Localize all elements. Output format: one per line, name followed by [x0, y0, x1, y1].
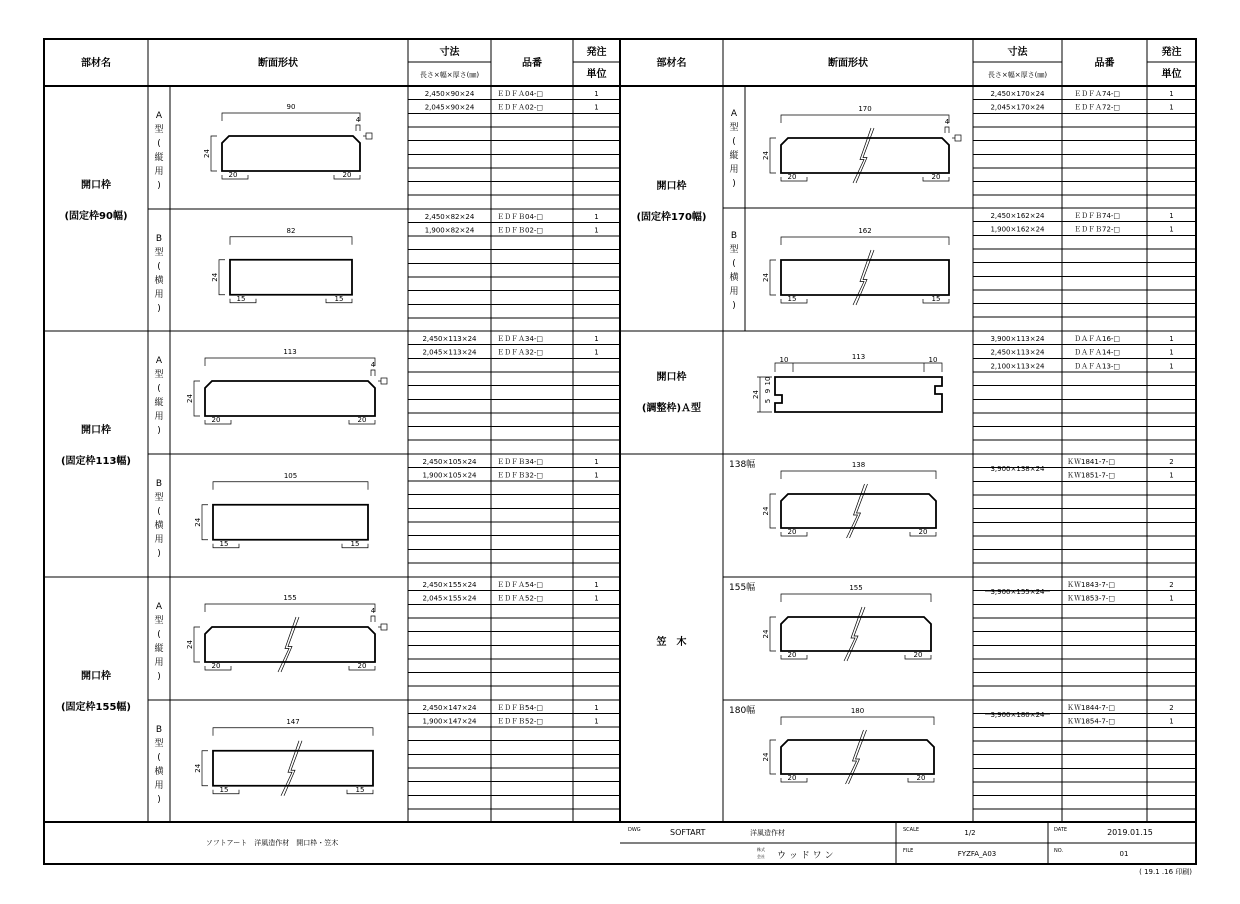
thickness-dimension: 24	[194, 517, 202, 527]
dimension-value: 2,450×155×24	[422, 581, 477, 589]
order-unit: 1	[594, 717, 599, 726]
dimension-line	[194, 381, 200, 416]
type-label-char: (	[732, 137, 736, 147]
type-label-char: A	[155, 602, 163, 612]
order-unit: 1	[1169, 717, 1174, 726]
thickness-dimension: 24	[762, 506, 770, 516]
dimension-value: 1,900×147×24	[422, 717, 477, 726]
part-number: ＫＷ1844-7-□	[1067, 704, 1115, 712]
type-label-char: A	[155, 111, 163, 121]
edge-dimension: 20	[357, 662, 367, 670]
part-number: ＥＤＦＢ72-□	[1074, 225, 1121, 234]
part-number: ＤＡＦＡ16-□	[1074, 335, 1121, 343]
type-label-char: )	[157, 303, 161, 314]
scale-value: 1/2	[964, 829, 976, 837]
member-name: 開口枠	[81, 425, 111, 436]
dimension-value: 2,450×113×24	[422, 335, 477, 343]
member-name: 開口枠	[81, 180, 111, 191]
dimension-value: 2,045×113×24	[422, 348, 477, 357]
lip-dimension: 10	[779, 356, 789, 364]
order-unit: 1	[594, 457, 599, 466]
thickness-dimension: 24	[762, 629, 770, 639]
edge-dimension: 20	[787, 774, 797, 782]
type-label-char: (	[157, 384, 161, 394]
company-prefix: 会社	[757, 854, 765, 859]
break-symbol	[278, 617, 296, 672]
dimension-line	[781, 115, 949, 123]
profile-outline	[213, 751, 373, 786]
order-unit: 1	[1169, 471, 1174, 480]
type-label-char: B	[155, 478, 163, 489]
dimension-line	[770, 740, 776, 774]
profile-outline	[781, 138, 949, 173]
type-label-char: )	[732, 179, 736, 189]
type-label-char: 型	[154, 738, 164, 749]
thickness-dimension: 24	[194, 763, 202, 773]
part-number: ＥＤＦＡ54-□	[497, 581, 544, 589]
member-name: (固定枠170幅)	[636, 212, 707, 223]
dimension-line	[371, 616, 375, 622]
dimension-value: 1,900×162×24	[990, 225, 1045, 234]
dimension-line	[222, 113, 360, 121]
order-unit: 2	[1169, 704, 1174, 712]
date-label: DATE	[1054, 827, 1068, 833]
type-label-char: 縦	[154, 153, 164, 163]
part-number: ＫＷ1841-7-□	[1067, 458, 1115, 466]
type-label-char: 横	[154, 275, 164, 286]
order-unit: 1	[594, 226, 599, 235]
type-label-char: B	[730, 231, 738, 241]
kasagi-width-title: 155幅	[729, 583, 756, 593]
part-number: ＫＷ1851-7-□	[1067, 471, 1115, 480]
type-label-char: 型	[154, 492, 164, 503]
dimension-value: 2,045×170×24	[990, 103, 1045, 112]
kasagi-width-title: 180幅	[729, 706, 756, 716]
width-dimension: 155	[283, 594, 297, 602]
dimension-line	[356, 125, 360, 131]
dimension-value: 2,450×147×24	[422, 703, 477, 712]
dimension-value: 1,900×82×24	[424, 226, 475, 235]
edge-dimension: 20	[211, 662, 221, 670]
edge-dimension: 15	[931, 295, 941, 303]
dimension-value: 2,450×170×24	[990, 90, 1045, 98]
no-value: 01	[1119, 850, 1129, 858]
break-symbol	[284, 741, 302, 796]
header-member-name: 部材名	[656, 58, 687, 69]
edge-dimension: 15	[236, 294, 246, 303]
order-unit: 1	[594, 594, 599, 603]
header-order-unit: 発注	[586, 47, 607, 58]
part-number: ＫＷ1854-7-□	[1067, 717, 1115, 726]
member-name: (固定枠155幅)	[60, 702, 132, 713]
type-label-char: 型	[154, 125, 164, 135]
dimension-value: 2,450×113×24	[990, 348, 1045, 357]
dimension-line	[781, 717, 934, 725]
edge-dimension: 20	[228, 171, 238, 179]
edge-dimension: 20	[913, 651, 923, 659]
type-label-char: (	[732, 259, 736, 269]
header-part-number: 品番	[522, 58, 542, 69]
date-value: 2019.01.15	[1107, 828, 1153, 837]
dimension-value: 3,900×180×24	[990, 711, 1045, 719]
type-label-char: 用	[154, 412, 164, 422]
dimension-value: 1,900×105×24	[422, 471, 477, 480]
company-name: ウ ッ ド ワ ン	[777, 851, 834, 861]
header-section-shape: 断面形状	[828, 58, 868, 69]
break-symbol	[281, 741, 299, 796]
dimension-line	[770, 494, 776, 528]
width-dimension: 147	[286, 717, 300, 726]
dimension-line	[781, 237, 949, 245]
part-number: ＥＤＦＢ32-□	[497, 471, 544, 480]
edge-dimension: 15	[355, 785, 365, 794]
width-dimension: 82	[286, 226, 296, 235]
joint-marker	[381, 378, 387, 384]
profile-outline	[781, 494, 936, 528]
part-number: ＫＷ1843-7-□	[1067, 581, 1115, 589]
print-note: ( 19.1 .16 印刷)	[1139, 868, 1192, 876]
type-label-char: A	[155, 356, 163, 366]
width-dimension: 105	[283, 471, 298, 480]
dwg-label: DWG	[628, 827, 641, 833]
part-number: ＥＤＦＡ04-□	[497, 90, 544, 98]
width-dimension: 170	[858, 105, 872, 113]
dimension-value: 2,450×162×24	[990, 212, 1045, 220]
break-symbol	[853, 250, 871, 305]
side-dimension: 10	[764, 376, 772, 386]
header-dimension: 寸法	[1007, 47, 1028, 58]
part-number: ＥＤＦＢ04-□	[497, 212, 544, 221]
thickness-dimension: 24	[752, 390, 760, 399]
order-unit: 1	[1169, 103, 1174, 112]
order-unit: 1	[1169, 348, 1174, 357]
joint-marker	[366, 133, 372, 139]
type-label-char: 用	[154, 289, 164, 300]
edge-dimension: 20	[916, 774, 926, 782]
order-unit: 1	[594, 335, 599, 343]
type-label-char: )	[157, 548, 161, 559]
dwg-value: SOFTART	[670, 828, 706, 837]
type-label-char: B	[155, 233, 163, 244]
type-label-char: 用	[729, 165, 739, 175]
break-symbol	[850, 484, 868, 538]
break-symbol	[844, 607, 862, 661]
type-label-char: 用	[729, 287, 739, 297]
type-label-char: 用	[154, 658, 164, 668]
part-number: ＥＤＦＢ34-□	[497, 457, 544, 466]
break-symbol	[853, 128, 871, 183]
type-label-char: 型	[729, 123, 739, 133]
break-symbol	[846, 730, 864, 784]
break-symbol	[847, 607, 865, 661]
header-part-number: 品番	[1094, 58, 1115, 69]
type-label-char: )	[157, 672, 161, 682]
part-number: ＤＡＦＡ13-□	[1074, 362, 1121, 371]
dimension-line	[371, 370, 375, 376]
edge-dimension: 20	[931, 173, 941, 181]
width-dimension: 138	[851, 461, 866, 469]
footer-description: ソフトアート 洋風造作材 開口枠・笠木	[205, 839, 339, 847]
type-label-char: )	[732, 301, 736, 311]
thickness-dimension: 24	[203, 149, 211, 158]
order-unit: 1	[1169, 212, 1174, 220]
dimension-line	[781, 594, 931, 602]
small-dimension: 4	[355, 116, 361, 124]
order-unit: 1	[1169, 225, 1174, 234]
part-number: ＥＤＦＢ54-□	[497, 703, 544, 712]
order-unit: 1	[594, 103, 599, 112]
order-unit: 1	[594, 703, 599, 712]
part-number: ＥＤＦＡ52-□	[497, 594, 544, 603]
header-section-shape: 断面形状	[258, 58, 298, 69]
thickness-dimension: 24	[762, 273, 770, 282]
type-label-char: 縦	[729, 151, 739, 161]
part-number: ＥＤＦＡ72-□	[1074, 103, 1121, 112]
order-unit: 1	[594, 581, 599, 589]
joint-marker	[955, 135, 961, 141]
lip-dimension: 10	[928, 356, 938, 364]
edge-dimension: 20	[211, 416, 221, 424]
joint-marker	[381, 624, 387, 630]
dimension-line	[230, 237, 352, 245]
dimension-value: 2,045×90×24	[424, 103, 475, 112]
break-symbol	[849, 730, 867, 784]
order-unit: 1	[594, 348, 599, 357]
dimension-value: 2,450×82×24	[424, 212, 475, 221]
break-symbol	[847, 484, 865, 538]
profile-outline	[230, 260, 352, 295]
thickness-dimension: 24	[186, 640, 194, 649]
member-name: 開口枠	[656, 181, 687, 192]
dimension-line	[205, 358, 375, 366]
dimension-line	[213, 482, 368, 490]
part-number: ＥＤＦＡ32-□	[497, 348, 544, 357]
type-label-char: 型	[154, 370, 164, 380]
profile-outline	[781, 260, 949, 295]
edge-dimension: 20	[787, 173, 797, 181]
order-unit: 2	[1169, 458, 1174, 466]
order-unit: 1	[1169, 90, 1174, 98]
profile-outline	[205, 627, 375, 662]
dimension-line	[945, 127, 949, 133]
order-unit: 1	[594, 471, 599, 480]
side-dimension: 5	[764, 398, 772, 404]
order-unit: 1	[1169, 594, 1174, 603]
member-name: 笠 木	[656, 637, 687, 648]
dimension-line	[205, 604, 375, 612]
type-label-char: (	[157, 261, 161, 272]
dimension-line	[775, 363, 942, 372]
type-label-char: 用	[154, 780, 164, 791]
width-dimension: 90	[286, 103, 296, 111]
width-dimension: 162	[858, 227, 872, 235]
thickness-dimension: 24	[211, 272, 219, 282]
thickness-dimension: 24	[762, 752, 770, 762]
scale-label: SCALE	[903, 827, 920, 833]
member-name: 開口枠	[656, 372, 687, 383]
profile-outline	[781, 740, 934, 774]
edge-dimension: 15	[334, 294, 344, 303]
dimension-value: 2,450×90×24	[424, 90, 475, 98]
part-number: ＥＤＦＡ02-□	[497, 103, 544, 112]
edge-dimension: 15	[350, 539, 360, 548]
member-name: (固定枠113幅)	[60, 456, 132, 467]
part-number: ＥＤＦＡ74-□	[1074, 90, 1121, 98]
order-unit: 1	[594, 212, 599, 221]
edge-dimension: 20	[342, 171, 352, 179]
type-label-char: A	[730, 109, 738, 119]
type-label-char: 型	[729, 245, 739, 255]
type-label-char: 用	[154, 167, 164, 177]
type-label-char: )	[157, 794, 161, 805]
member-name: (固定枠90幅)	[64, 211, 128, 222]
type-label-char: 縦	[154, 398, 164, 408]
edge-dimension: 15	[219, 539, 229, 548]
thickness-dimension: 24	[186, 394, 194, 403]
dimension-value: 2,450×105×24	[422, 457, 477, 466]
member-name: (調整枠)Ａ型	[641, 403, 702, 414]
header-order-unit: 単位	[1161, 69, 1182, 80]
dimension-line	[219, 260, 225, 295]
type-label-char: (	[157, 139, 161, 149]
category-text: 洋風造作材	[750, 829, 785, 837]
header-dimension-sub: 長さ×幅×厚さ(㎜)	[987, 71, 1048, 79]
edge-dimension: 20	[918, 528, 928, 536]
thickness-dimension: 24	[762, 151, 770, 160]
dimension-line	[781, 471, 936, 479]
profile-outline	[222, 136, 360, 171]
side-dimension: 9	[764, 388, 772, 394]
break-symbol	[856, 128, 874, 183]
part-number: ＥＤＦＢ52-□	[497, 717, 544, 726]
dimension-line	[211, 136, 217, 171]
dimension-line	[213, 728, 373, 736]
small-dimension: 4	[944, 118, 950, 126]
width-dimension: 155	[849, 584, 863, 592]
type-label-char: 横	[154, 766, 164, 777]
file-value: FYZFA_A03	[957, 850, 997, 858]
edge-dimension: 20	[787, 528, 797, 536]
header-member-name: 部材名	[81, 58, 111, 69]
edge-dimension: 20	[787, 651, 797, 659]
type-label-char: 縦	[154, 644, 164, 654]
edge-dimension: 15	[219, 785, 229, 794]
header-dimension-sub: 長さ×幅×厚さ(㎜)	[419, 71, 480, 79]
part-number: ＤＡＦＡ14-□	[1074, 348, 1121, 357]
order-unit: 1	[1169, 362, 1174, 371]
dimension-value: 2,100×113×24	[990, 362, 1045, 371]
profile-outline	[213, 505, 368, 540]
part-number: ＥＤＦＢ74-□	[1074, 212, 1121, 220]
member-name: 開口枠	[81, 671, 111, 682]
order-unit: 1	[594, 90, 599, 98]
profile-outline	[781, 617, 931, 651]
dimension-line	[202, 751, 208, 786]
order-unit: 1	[1169, 335, 1174, 343]
break-symbol	[281, 617, 299, 672]
dimension-value: 3,900×138×24	[990, 465, 1045, 473]
type-label-char: (	[157, 630, 161, 640]
type-label-char: 横	[154, 520, 164, 531]
part-number: ＥＤＦＢ02-□	[497, 226, 544, 235]
type-label-char: 横	[729, 273, 739, 283]
part-number: ＥＤＦＡ34-□	[497, 335, 544, 343]
kasagi-width-title: 138幅	[729, 460, 756, 470]
dimension-line	[770, 260, 776, 295]
type-label-char: 型	[154, 616, 164, 626]
header-dimension: 寸法	[439, 47, 460, 58]
dimension-line	[194, 627, 200, 662]
width-dimension: 180	[850, 707, 865, 715]
small-dimension: 4	[370, 607, 376, 615]
dimension-line	[202, 505, 208, 540]
small-dimension: 4	[370, 361, 376, 369]
break-symbol	[856, 250, 874, 305]
type-label-char: )	[157, 181, 161, 191]
edge-dimension: 20	[357, 416, 367, 424]
dimension-line	[770, 138, 776, 173]
type-label-char: (	[157, 752, 161, 763]
no-label: NO.	[1054, 848, 1064, 854]
type-label-char: B	[155, 724, 163, 735]
company-prefix: 株式	[757, 847, 765, 852]
edge-dimension: 15	[787, 295, 797, 303]
header-order-unit: 発注	[1161, 47, 1182, 58]
type-label-char: (	[157, 506, 161, 517]
dimension-value: 3,900×155×24	[990, 588, 1045, 596]
width-dimension: 113	[851, 353, 866, 361]
width-dimension: 113	[283, 348, 297, 356]
order-unit: 2	[1169, 581, 1174, 589]
type-label-char: )	[157, 426, 161, 436]
type-label-char: 用	[154, 534, 164, 545]
dimension-value: 2,045×155×24	[422, 594, 477, 603]
profile-outline	[205, 381, 375, 416]
type-label-char: 型	[154, 247, 164, 258]
file-label: FILE	[903, 848, 914, 854]
part-number: ＫＷ1853-7-□	[1067, 594, 1115, 603]
profile-outline	[775, 377, 942, 412]
dimension-line	[770, 617, 776, 651]
header-order-unit: 単位	[586, 69, 607, 80]
dimension-value: 3,900×113×24	[990, 335, 1045, 343]
